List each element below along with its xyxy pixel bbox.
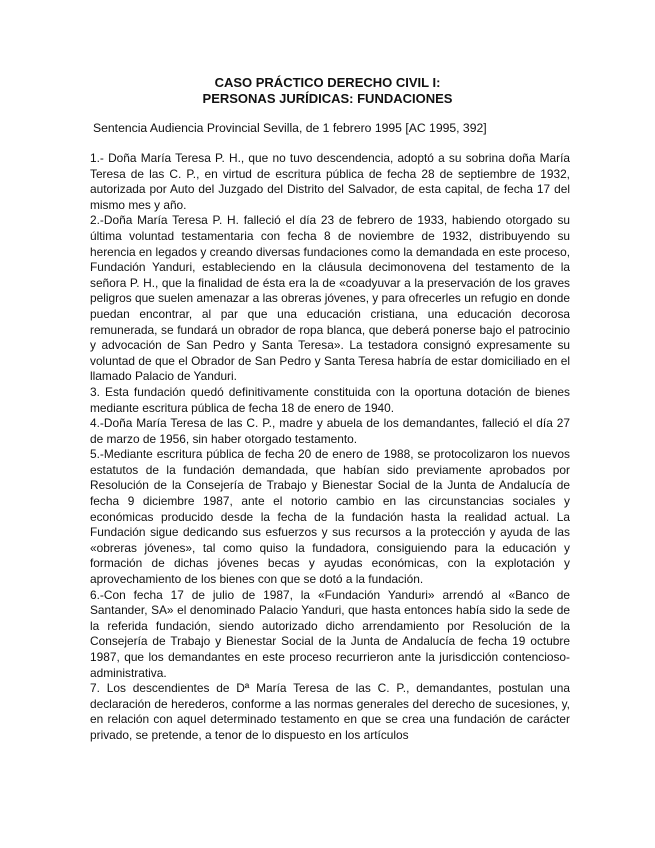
document-title: [0, 75, 655, 107]
paragraph-7: 7. Los descendientes de Dª María Teresa de las C. P., demandantes, postulan una declaración de herederos, conforme a las normas generales del derecho de sucesiones, y, en relación con aquel determinado testamento en que se crea una fundación de carácter privado, se pretende, a tenor de lo dispuesto en los artículos: [90, 681, 570, 742]
paragraph-1: 1.- Doña María Teresa P. H., que no tuvo descendencia, adoptó a su sobrina doña María Teresa de las C. P., en virtud de escritura pública de fecha 28 de septiembre de 1932, autorizada por Auto del Juzgado del Distrito del Salvador, de esta capital, de fecha 17 del mismo mes y año.: [90, 151, 570, 212]
paragraph-3: 3. Esta fundación quedó definitivamente constituida con la oportuna dotación de bienes mediante escritura pública de fecha 18 de enero de 1940.: [90, 384, 570, 415]
document-body: [90, 151, 570, 744]
paragraph-2: 2.-Doña María Teresa P. H. falleció el día 23 de febrero de 1933, habiendo otorgado su última voluntad testamentaria con fecha 8 de noviembre de 1932, distribuyendo su herencia en legados y creando diversas fundaciones como la demandada en este proceso, Fundación Yanduri, estableciendo en la cláusula decimonovena del testamento de la señora P. H., que la finalidad de ésta era la de «coadyuvar a la preservación de los graves peligros que suelen amenazar a las obreras jóvenes, y para ofrecerles un refugio en donde puedan encontrar, al par que una educación cristiana, una educación decorosa remunerada, se fundará un obrador de ropa blanca, que deberá ponerse bajo el patrocinio y advocación de San Pedro y Santa Teresa». La testadora consignó expresamente su voluntad de que el Obrador de San Pedro y Santa Teresa habría de estar domiciliado en el llamado Palacio de Yanduri.: [90, 213, 570, 384]
paragraph-6: 6.-Con fecha 17 de julio de 1987, la «Fundación Yanduri» arrendó al «Banco de Santander, SA» el denominado Palacio Yanduri, que hasta entonces había sido la sede de la referida fundación, siendo autorizado dicho arrendamiento por Resolución de la Consejería de Trabajo y Bienestar Social de la Junta de Andalucía de fecha 19 octubre 1987, que los demandantes en este proceso recurrieron ante la jurisdicción contencioso-administrativa.: [90, 587, 570, 680]
title-line-2: PERSONAS JURÍDICAS: FUNDACIONES: [202, 91, 453, 106]
case-citation: Sentencia Audiencia Provincial Sevilla, de 1 febrero 1995 [AC 1995, 392]: [93, 121, 487, 135]
paragraph-4: 4.-Doña María Teresa de las C. P., madre y abuela de los demandantes, falleció el día 27 de marzo de 1956, sin haber otorgado testamento.: [90, 416, 570, 446]
paragraph-5: 5.-Mediante escritura pública de fecha 20 de enero de 1988, se protocolizaron los nuevos estatutos de la fundación demandada, que habían sido previamente aprobados por Resolución de la Consejería de Trabajo y Bienestar Social de la Junta de Andalucía de fecha 9 diciembre 1987, ante el notorio cambio en las circunstancias sociales y económicas producido desde la fecha de la fundación hasta la realidad actual. La Fundación sigue dedicando sus esfuerzos y sus recursos a la protección y ayuda de las «obreras jóvenes», tal como quiso la fundadora, consiguiendo para la educación y formación de dichas jóvenes becas y ayudas económicas, con la explotación y aprovechamiento de los bienes con que se dotó a la fundación.: [90, 447, 570, 587]
title-line-1: CASO PRÁCTICO DERECHO CIVIL I:: [214, 75, 441, 90]
